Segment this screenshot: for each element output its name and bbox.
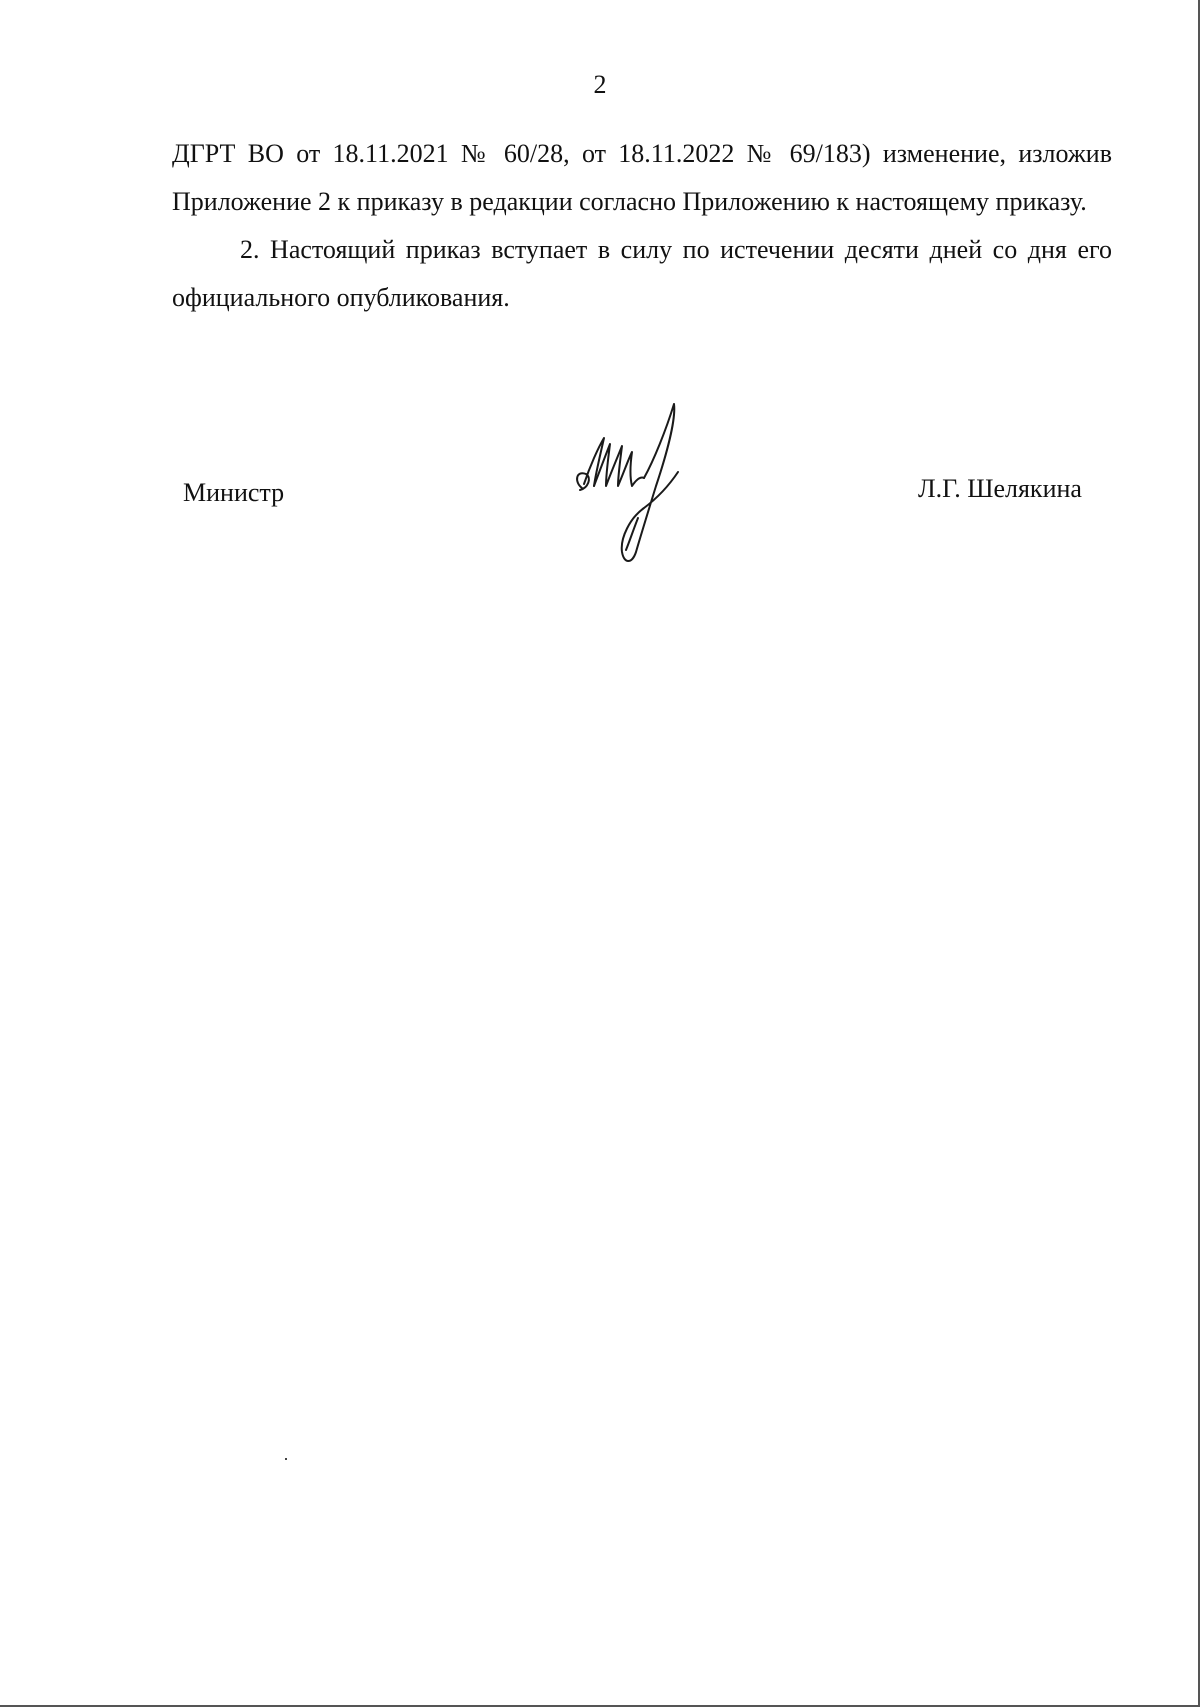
paragraph-continuation: ДГРТ ВО от 18.11.2021 № 60/28, от 18.11.2022 № 69/183) изменение, изложив Приложение 2 к приказу в редакции согласно Приложению к настоящему приказу. [172, 139, 1112, 216]
scan-speck [285, 1458, 287, 1460]
page-number: 2 [593, 70, 607, 99]
paragraph-item-2: 2. Настоящий приказ вступает в силу по истечении десяти дней со дня его официального опубликования. [172, 235, 1112, 312]
signature-block [0, 400, 1200, 580]
signature-icon [570, 400, 720, 570]
signer-position: Министр [183, 478, 285, 507]
signer-name: Л.Г. Шелякина [918, 474, 1082, 503]
document-body [172, 130, 1112, 322]
